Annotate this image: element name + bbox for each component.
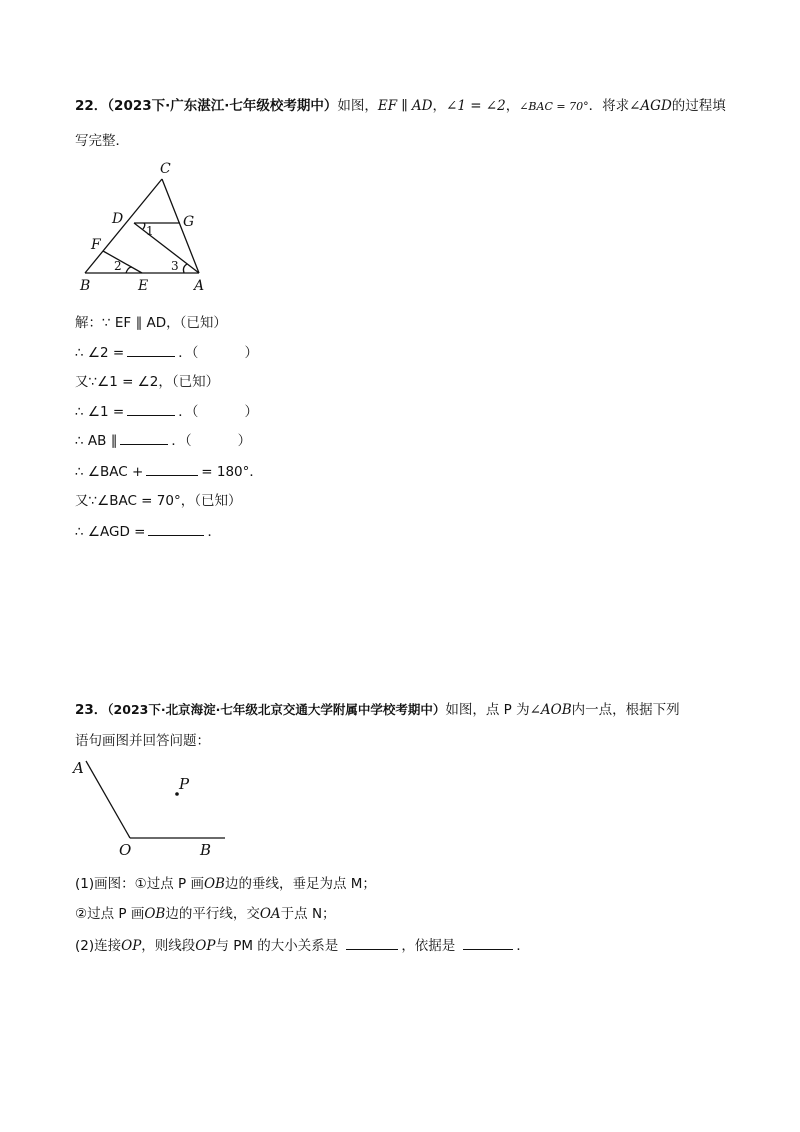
label-angle-2: 2 (114, 259, 122, 273)
part-text: ，则线段 (141, 938, 196, 954)
label-a: A (73, 759, 84, 777)
solution-line-1 (75, 314, 227, 332)
solution-text: ．（ (178, 404, 199, 420)
label-b: B (80, 278, 91, 294)
solution-text: ．（ (178, 345, 199, 361)
q23-part2-line (75, 936, 530, 955)
q23-prompt-b: 内一点，根据下列 (571, 702, 680, 718)
q22-stem-line1 (75, 97, 726, 116)
q22-cond-angles: ∠1 = ∠2 (446, 98, 506, 114)
part-text: 边的垂线，垂足为点 M； (224, 876, 376, 892)
part-text: 于点 N； (280, 906, 336, 922)
label-angle-3: 3 (171, 259, 179, 273)
solution-text: ） (237, 433, 252, 449)
solution-line-8 (75, 522, 221, 541)
q23-part1-line2 (75, 905, 336, 923)
q22-prompt-line2: 写完整． (75, 133, 129, 149)
angle-1-arc (143, 223, 145, 229)
solution-text: 又∵∠1 = ∠2，（已知） (75, 374, 220, 390)
label-b: B (200, 841, 212, 859)
answer-blank[interactable] (120, 431, 168, 445)
solution-text: = 180°． (201, 464, 263, 480)
label-p: P (179, 775, 190, 793)
q22-prompt-a: 如图， (337, 98, 378, 114)
q23-source: （2023下·北京海淀·七年级北京交通大学附属中学校考期中） (107, 702, 446, 717)
q22-source: （2023下·广东湛江·七年级校考期中） (107, 98, 338, 114)
label-o: O (119, 841, 132, 859)
part-text: (2)连接 (75, 938, 122, 954)
solution-text: ∴ ∠1 = (75, 404, 125, 420)
q22-prompt-b: ．将求 (588, 98, 630, 114)
label-angle-1: 1 (146, 224, 154, 238)
part-text: 与 PM 的大小关系是 (215, 938, 339, 954)
q22-target-angle: ∠AGD (629, 98, 672, 114)
q23-prompt-a: 如图，点 P 为 (445, 702, 530, 718)
solution-text: ） (244, 345, 258, 361)
solution-line-5 (75, 431, 251, 450)
q23-prompt-line2: 语句画图并回答问题： (75, 733, 210, 749)
q23-angle: ∠AOB (529, 702, 572, 718)
angle-2-arc (126, 267, 132, 273)
q22-sep-1: ， (432, 98, 447, 114)
solution-text: 又∵∠BAC = 70°，（已知） (75, 493, 242, 509)
solution-line-2 (75, 343, 258, 362)
segment-label: OB (144, 906, 166, 922)
ray-oa (86, 761, 130, 838)
part-text: (1)画图：①过点 P 画 (75, 876, 204, 892)
q23-number: 23． (75, 702, 108, 718)
q22-sep-2: ， (505, 98, 520, 114)
part-text: ，依据是 (401, 938, 456, 954)
answer-blank-reason[interactable] (463, 936, 513, 950)
q22-triangle-figure (70, 155, 220, 295)
segment-label: OP (121, 938, 142, 954)
label-e: E (138, 278, 149, 294)
solution-text: ∴ ∠2 = (75, 345, 125, 361)
segment-label: OP (195, 938, 216, 954)
solution-line-4 (75, 402, 258, 421)
answer-blank[interactable] (127, 343, 175, 357)
answer-blank[interactable] (127, 402, 175, 416)
q23-stem-line2 (75, 732, 210, 750)
segment-label: OA (259, 906, 281, 922)
label-g: G (183, 214, 195, 230)
solution-line-6 (75, 462, 263, 481)
answer-blank-relation[interactable] (346, 936, 398, 950)
q22-number: 22． (75, 98, 108, 114)
solution-line-7 (75, 492, 241, 510)
label-a: A (194, 278, 205, 294)
solution-text: ∴ ∠BAC + (75, 464, 144, 480)
segment-label: OB (203, 876, 225, 892)
answer-blank[interactable] (146, 462, 198, 476)
part-text: ． (516, 938, 530, 954)
solution-text: 解：∵ EF ∥ AD，（已知） (75, 315, 227, 331)
q23-angle-figure (65, 755, 240, 860)
solution-line-3 (75, 373, 219, 391)
solution-text: ． (207, 524, 221, 540)
label-c: C (160, 161, 171, 177)
q22-cond-bac: ∠BAC = 70° (519, 100, 589, 113)
label-f: F (91, 237, 101, 253)
solution-text: ．（ (171, 433, 192, 449)
q22-prompt-c: 的过程填 (671, 98, 726, 114)
solution-text: ∴ AB ∥ (75, 433, 118, 449)
part-text: 边的平行线，交 (165, 906, 260, 922)
segment-fe (103, 251, 142, 273)
solution-text: ∴ ∠AGD = (75, 524, 146, 540)
q22-stem-line2 (75, 132, 129, 150)
solution-text: ） (244, 404, 258, 420)
label-d: D (112, 211, 124, 227)
q23-stem-line1 (75, 701, 680, 719)
angle-3-arc (183, 264, 187, 273)
answer-blank[interactable] (148, 522, 204, 536)
part-text: ②过点 P 画 (75, 906, 145, 922)
q22-cond-parallel: EF ∥ AD (377, 98, 433, 114)
q23-part1-line1 (75, 875, 376, 893)
